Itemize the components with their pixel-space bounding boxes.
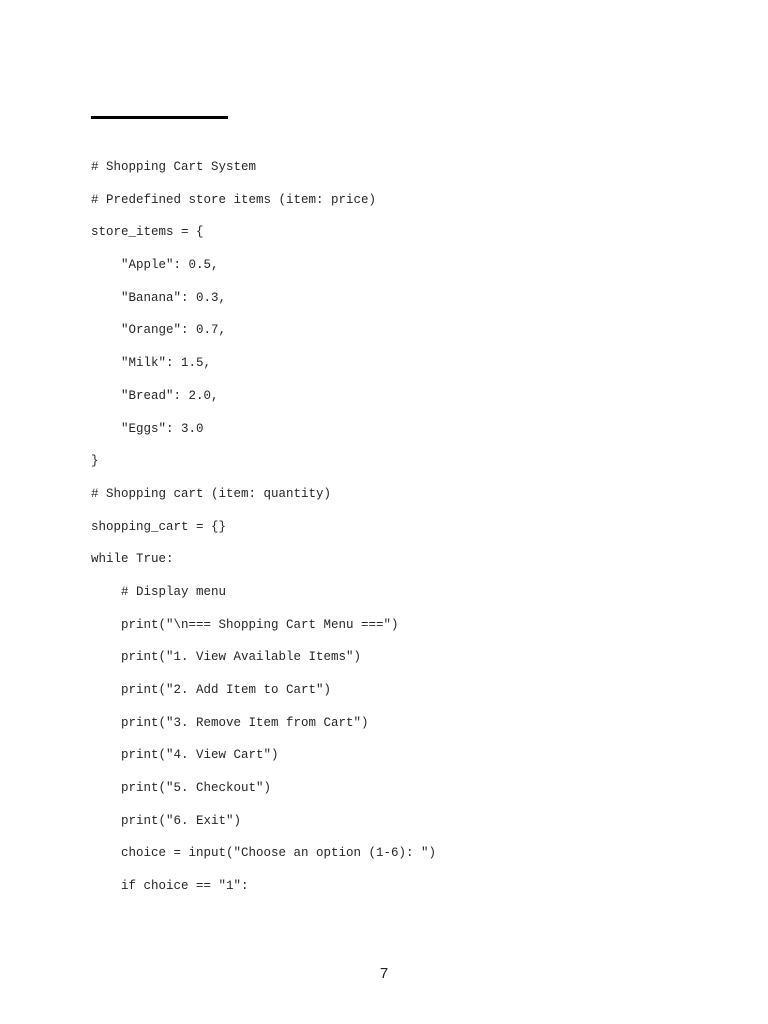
code-line: "Apple": 0.5, <box>91 258 219 273</box>
code-line: print("6. Exit") <box>91 813 242 828</box>
code-line: choice = input("Choose an option (1-6): ") <box>91 846 437 861</box>
code-line: # Predefined store items (item: price) <box>91 192 377 207</box>
code-line: print("5. Checkout") <box>91 781 272 796</box>
code-line: print("4. View Cart") <box>91 748 279 763</box>
code-line: # Shopping Cart System <box>91 160 257 174</box>
code-line: shopping_cart = {} <box>91 519 227 534</box>
code-line: print("\n=== Shopping Cart Menu ===") <box>91 617 399 632</box>
code-line: print("1. View Available Items") <box>91 650 362 665</box>
code-line: "Eggs": 3.0 <box>91 421 204 436</box>
code-line: store_items = { <box>91 225 204 240</box>
code-line: if choice == "1": <box>91 879 249 894</box>
code-line: # Shopping cart (item: quantity) <box>91 486 332 501</box>
code-line: "Banana": 0.3, <box>91 290 227 305</box>
code-line: # Display menu <box>91 584 227 599</box>
code-line: print("3. Remove Item from Cart") <box>91 715 369 730</box>
code-line: } <box>91 454 99 469</box>
header-rule <box>91 116 228 119</box>
code-line: "Milk": 1.5, <box>91 356 212 371</box>
code-block <box>91 158 711 910</box>
code-line: while True: <box>91 552 174 567</box>
code-line: "Orange": 0.7, <box>91 323 227 338</box>
code-line: print("2. Add Item to Cart") <box>91 683 332 697</box>
page-number: 7 <box>379 965 389 982</box>
code-line: "Bread": 2.0, <box>91 388 219 403</box>
